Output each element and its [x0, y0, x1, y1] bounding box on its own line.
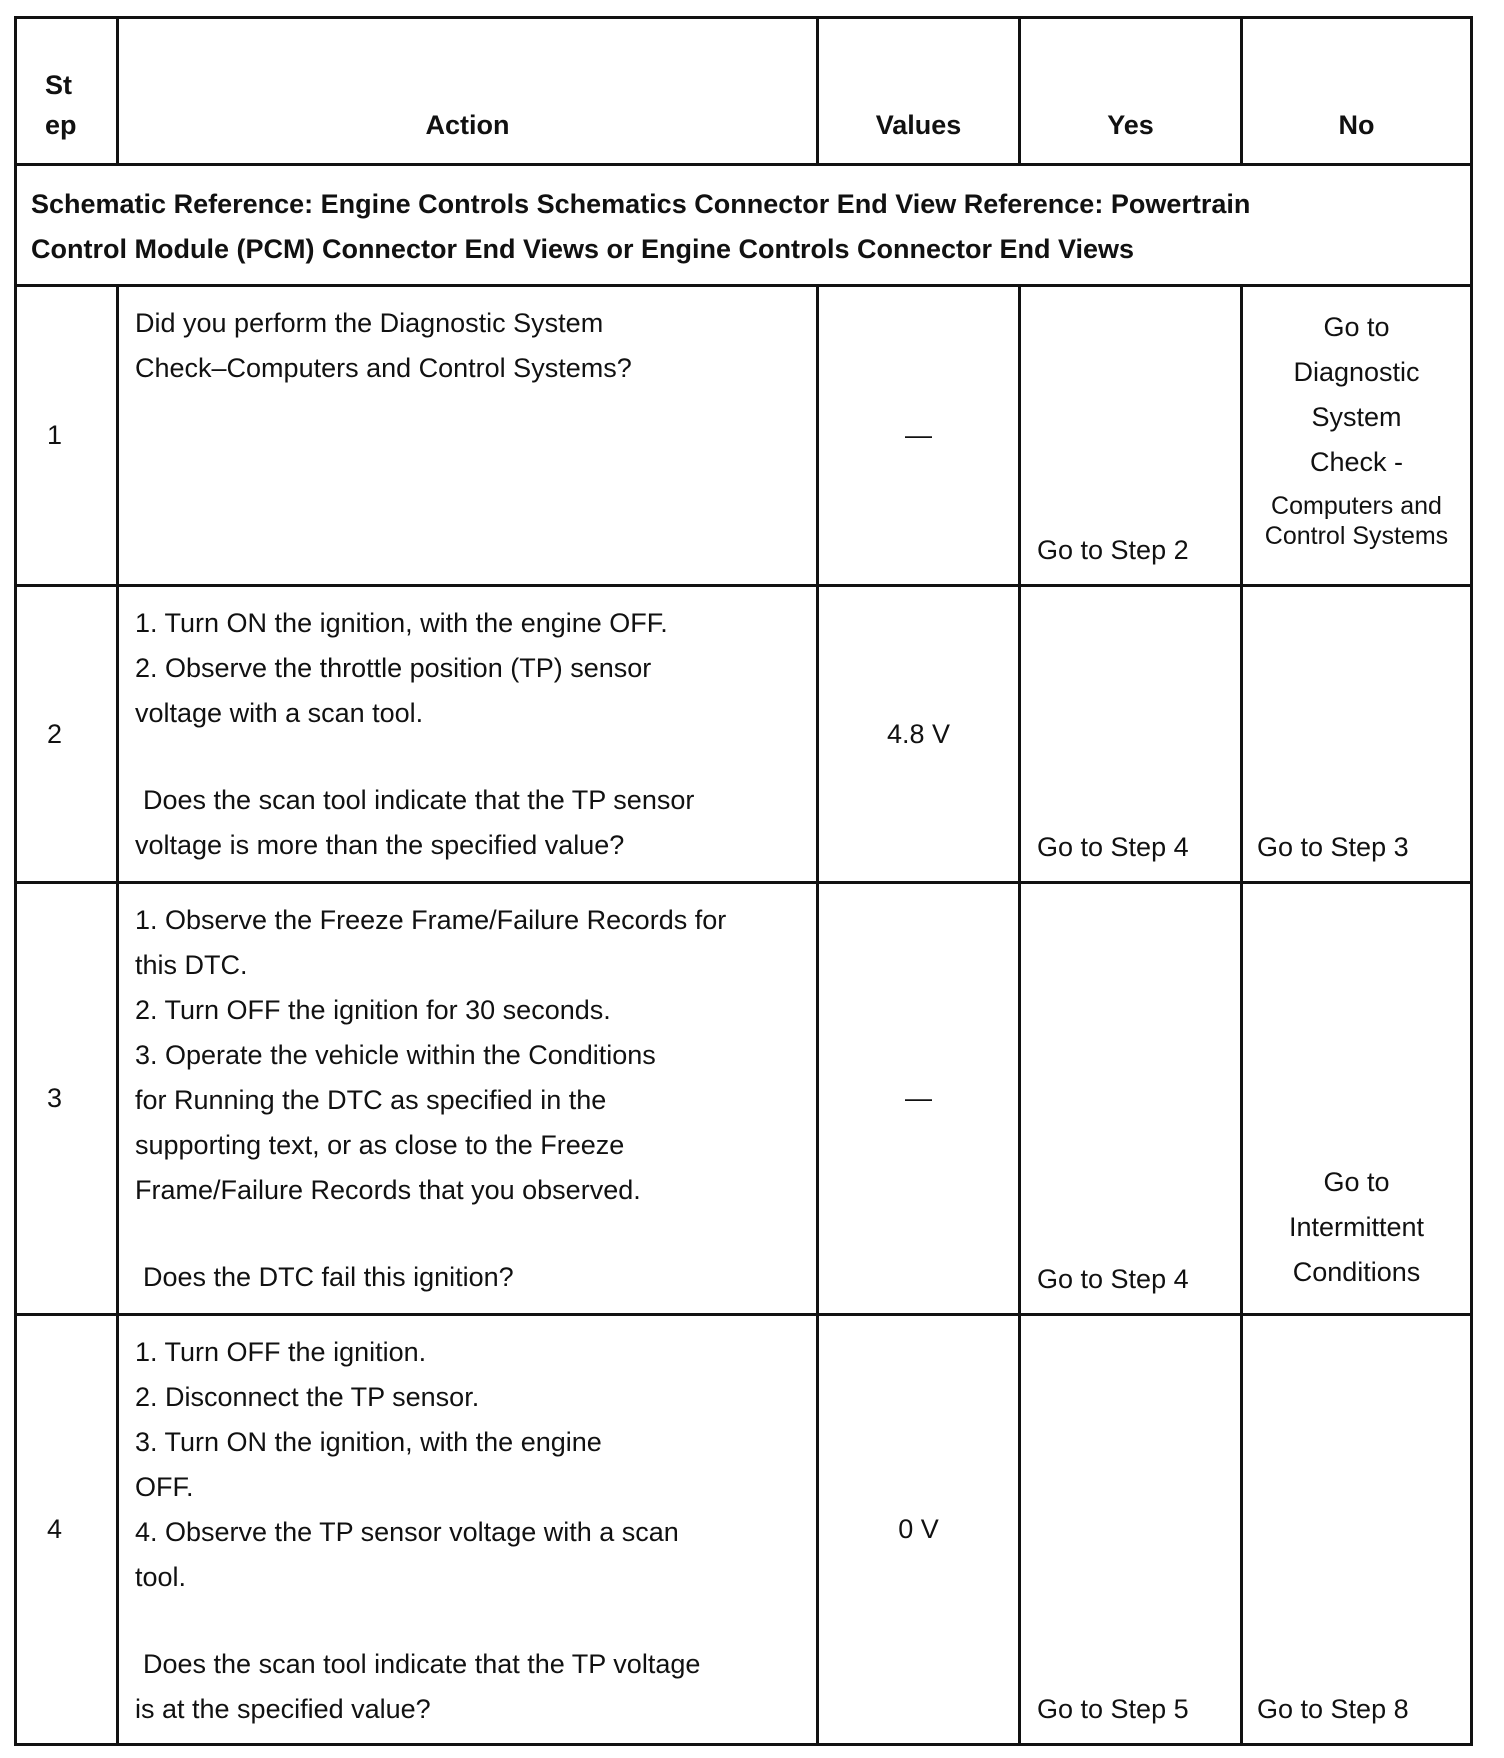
no-cell: Go to Step 3 — [1242, 586, 1472, 883]
step-number: 1 — [16, 286, 118, 586]
value-cell: — — [818, 286, 1020, 586]
yes-cell: Go to Step 4 — [1020, 586, 1242, 883]
action-line: 3. Operate the vehicle within the Conditions — [135, 1040, 656, 1070]
no-line: System — [1311, 402, 1402, 432]
no-line: Conditions — [1292, 1257, 1421, 1287]
action-line: 1. Turn ON the ignition, with the engine OFF. — [135, 608, 668, 638]
header-yes: Yes — [1020, 18, 1242, 165]
action-line: Frame/Failure Records that you observed. — [135, 1175, 641, 1205]
value-cell: 0 V — [818, 1315, 1020, 1745]
yes-cell: Go to Step 2 — [1020, 286, 1242, 586]
diagnostic-table — [14, 16, 1473, 1746]
action-cell — [118, 586, 818, 883]
no-line: Intermittent — [1288, 1212, 1425, 1242]
action-cell — [118, 286, 818, 586]
action-line: this DTC. — [135, 950, 248, 980]
no-line: Diagnostic — [1293, 357, 1420, 387]
no-line: Control Systems — [1264, 522, 1449, 550]
action-line: 2. Disconnect the TP sensor. — [135, 1382, 480, 1412]
action-line: OFF. — [135, 1472, 194, 1502]
header-step-label — [45, 65, 116, 145]
action-line: Did you perform the Diagnostic System — [135, 308, 604, 338]
no-line: Check - — [1309, 447, 1404, 477]
action-line: 4. Observe the TP sensor voltage with a scan — [135, 1517, 679, 1547]
question-line: Does the scan tool indicate that the TP sensor — [143, 785, 695, 815]
action-line: 2. Observe the throttle position (TP) sensor — [135, 653, 652, 683]
action-line: 3. Turn ON the ignition, with the engine — [135, 1427, 602, 1457]
value-cell: — — [818, 883, 1020, 1315]
no-cell — [1242, 286, 1472, 586]
question-line: is at the specified value? — [135, 1694, 431, 1724]
reference-row — [16, 165, 1472, 286]
action-line: supporting text, or as close to the Freeze — [135, 1130, 625, 1160]
schematic-reference — [16, 165, 1472, 286]
no-line: Computers and — [1271, 492, 1442, 520]
no-cell — [1242, 883, 1472, 1315]
action-line: 1. Observe the Freeze Frame/Failure Records for — [135, 905, 727, 935]
no-line: Go to — [1323, 1167, 1390, 1197]
value-cell: 4.8 V — [818, 586, 1020, 883]
header-action: Action — [118, 18, 818, 165]
header-step-part: St — [45, 70, 72, 100]
question-line: Does the DTC fail this ignition? — [143, 1262, 514, 1292]
yes-cell: Go to Step 4 — [1020, 883, 1242, 1315]
action-cell — [118, 1315, 818, 1745]
step-number: 3 — [16, 883, 118, 1315]
reference-line-2: Control Module (PCM) Connector End Views or Engine Controls Connector End Views — [31, 234, 1135, 264]
table-row — [16, 586, 1472, 883]
table-row — [16, 883, 1472, 1315]
question-line: voltage is more than the specified value? — [135, 830, 625, 860]
header-values: Values — [818, 18, 1020, 165]
action-line: Check–Computers and Control Systems? — [135, 353, 632, 383]
header-no: No — [1242, 18, 1472, 165]
action-line: voltage with a scan tool. — [135, 698, 424, 728]
action-line: for Running the DTC as specified in the — [135, 1085, 607, 1115]
table-row — [16, 1315, 1472, 1745]
no-cell: Go to Step 8 — [1242, 1315, 1472, 1745]
header-step — [16, 18, 118, 165]
step-number: 2 — [16, 586, 118, 883]
action-line: 2. Turn OFF the ignition for 30 seconds. — [135, 995, 611, 1025]
action-line: tool. — [135, 1562, 187, 1592]
yes-cell: Go to Step 5 — [1020, 1315, 1242, 1745]
action-line: 1. Turn OFF the ignition. — [135, 1337, 427, 1367]
table-row — [16, 286, 1472, 586]
question-line: Does the scan tool indicate that the TP voltage — [143, 1649, 701, 1679]
reference-line-1: Schematic Reference: Engine Controls Schematics Connector End View Reference: Powertrain — [31, 189, 1251, 219]
action-cell — [118, 883, 818, 1315]
no-line: Go to — [1323, 312, 1390, 342]
header-step-part: ep — [45, 110, 77, 140]
header-row — [16, 18, 1472, 165]
step-number: 4 — [16, 1315, 118, 1745]
